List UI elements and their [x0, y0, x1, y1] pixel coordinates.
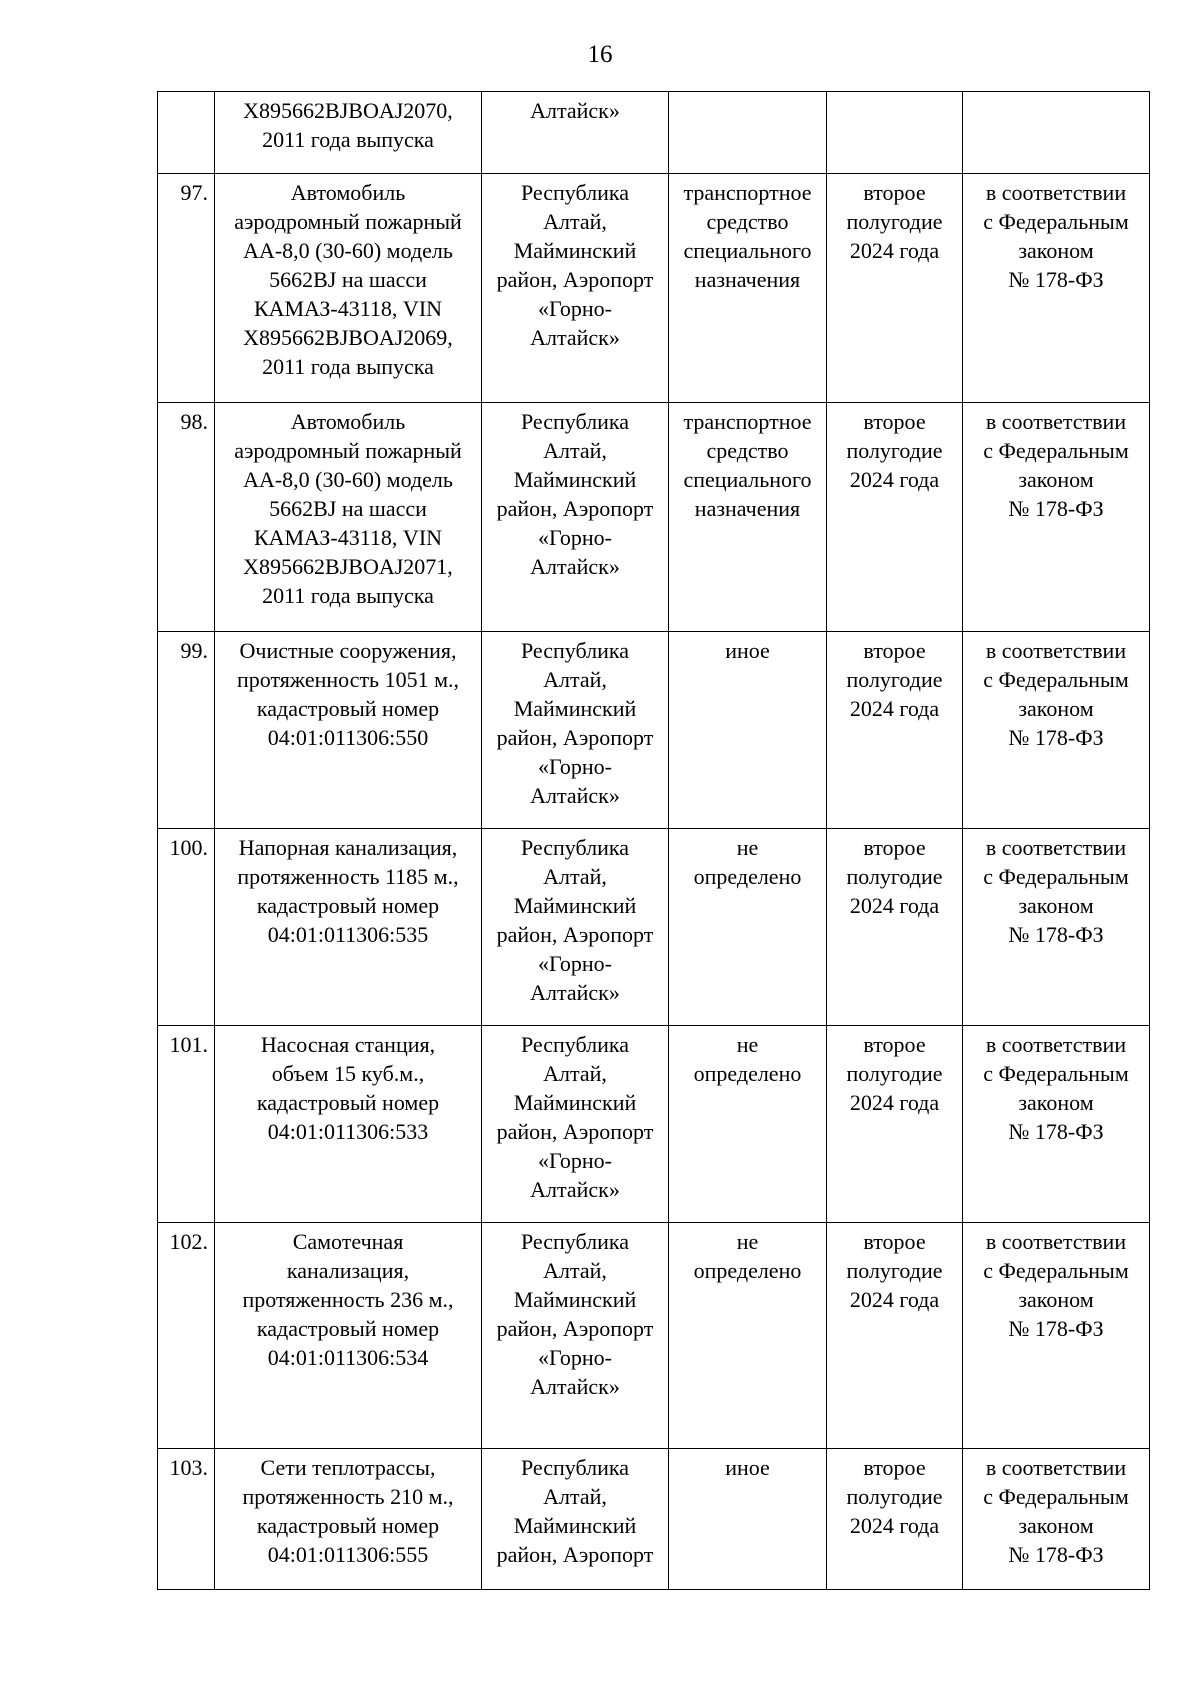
- table-row: [158, 174, 1150, 403]
- row-number-text: 99.: [180, 638, 208, 663]
- basis: в соответствии с Федеральным законом № 178-ФЗ: [983, 409, 1129, 521]
- property-name: Насосная станция, объем 15 куб.м., кадастровый номер 04:01:011306:533: [256, 1032, 440, 1144]
- table-row: [158, 829, 1150, 1026]
- location: Алтайск»: [530, 98, 620, 123]
- row-number: [158, 92, 215, 174]
- property-table: [157, 91, 1150, 1590]
- basis-cell: [963, 1223, 1150, 1449]
- row-number: [158, 174, 215, 403]
- table-row: [158, 632, 1150, 829]
- category-cell: [669, 1026, 827, 1223]
- row-number-text: 103.: [169, 1455, 208, 1480]
- location-cell: [482, 632, 669, 829]
- location: Республика Алтай, Майминский район, Аэропорт: [496, 1455, 654, 1567]
- basis: в соответствии с Федеральным законом № 178-ФЗ: [983, 1032, 1129, 1144]
- basis-cell: [963, 403, 1150, 632]
- property-name: X895662BJBOAJ2070, 2011 года выпуска: [243, 98, 453, 152]
- term-cell: [827, 403, 963, 632]
- property-name: Сети теплотрассы, протяженность 210 м., кадастровый номер 04:01:011306:555: [242, 1455, 454, 1567]
- location: Республика Алтай, Майминский район, Аэропорт «Горно- Алтайск»: [496, 180, 654, 350]
- property-name: Автомобиль аэродромный пожарный АА-8,0 (30-60) модель 5662BJ на шасси КАМАЗ-43118, VIN X895662BJBOAJ2071, 2011 года выпуска: [234, 409, 462, 608]
- property-name: Напорная канализация, протяженность 1185 м., кадастровый номер 04:01:011306:535: [237, 835, 459, 947]
- term: второе полугодие 2024 года: [846, 1229, 943, 1312]
- location-cell: [482, 1449, 669, 1590]
- row-number-text: 101.: [169, 1032, 208, 1057]
- location-cell: [482, 92, 669, 174]
- basis-cell: [963, 92, 1150, 174]
- property-name-cell: [215, 829, 482, 1026]
- row-number-text: 98.: [180, 409, 208, 434]
- location-cell: [482, 403, 669, 632]
- property-name-cell: [215, 632, 482, 829]
- basis-cell: [963, 1026, 1150, 1223]
- category-cell: [669, 403, 827, 632]
- term-cell: [827, 1449, 963, 1590]
- term: второе полугодие 2024 года: [846, 409, 943, 492]
- location: Республика Алтай, Майминский район, Аэропорт «Горно- Алтайск»: [496, 835, 654, 1005]
- term: второе полугодие 2024 года: [846, 835, 943, 918]
- category-cell: [669, 1449, 827, 1590]
- category: не определено: [693, 1229, 802, 1283]
- basis-cell: [963, 829, 1150, 1026]
- location-cell: [482, 1026, 669, 1223]
- row-number-text: 100.: [169, 835, 208, 860]
- category: транспортное средство специального назначения: [683, 180, 812, 292]
- category-cell: [669, 632, 827, 829]
- location-cell: [482, 829, 669, 1026]
- row-number: [158, 1223, 215, 1449]
- table-row: [158, 92, 1150, 174]
- term-cell: [827, 1223, 963, 1449]
- basis: в соответствии с Федеральным законом № 178-ФЗ: [983, 180, 1129, 292]
- row-number: [158, 403, 215, 632]
- term-cell: [827, 1026, 963, 1223]
- table-row: [158, 1223, 1150, 1449]
- property-name: Самотечная канализация, протяженность 236 м., кадастровый номер 04:01:011306:534: [242, 1229, 454, 1370]
- property-name-cell: [215, 174, 482, 403]
- term-cell: [827, 632, 963, 829]
- property-name-cell: [215, 1223, 482, 1449]
- table-row: [158, 403, 1150, 632]
- location-cell: [482, 1223, 669, 1449]
- row-number: [158, 829, 215, 1026]
- term: второе полугодие 2024 года: [846, 1455, 943, 1538]
- category-cell: [669, 829, 827, 1026]
- property-name: Автомобиль аэродромный пожарный АА-8,0 (30-60) модель 5662BJ на шасси КАМАЗ-43118, VIN X895662BJBOAJ2069, 2011 года выпуска: [234, 180, 462, 379]
- category-cell: [669, 174, 827, 403]
- basis: в соответствии с Федеральным законом № 178-ФЗ: [983, 835, 1129, 947]
- row-number: [158, 1449, 215, 1590]
- category: не определено: [693, 835, 802, 889]
- location: Республика Алтай, Майминский район, Аэропорт «Горно- Алтайск»: [496, 1032, 654, 1202]
- term: второе полугодие 2024 года: [846, 638, 943, 721]
- table-body: [158, 92, 1150, 1590]
- category: не определено: [693, 1032, 802, 1086]
- term: второе полугодие 2024 года: [846, 180, 943, 263]
- location: Республика Алтай, Майминский район, Аэропорт «Горно- Алтайск»: [496, 1229, 654, 1399]
- basis-cell: [963, 1449, 1150, 1590]
- row-number-text: 97.: [180, 180, 208, 205]
- category-cell: [669, 92, 827, 174]
- basis: в соответствии с Федеральным законом № 178-ФЗ: [983, 1229, 1129, 1341]
- location: Республика Алтай, Майминский район, Аэропорт «Горно- Алтайск»: [496, 409, 654, 579]
- table-row: [158, 1449, 1150, 1590]
- location: Республика Алтай, Майминский район, Аэропорт «Горно- Алтайск»: [496, 638, 654, 808]
- property-name-cell: [215, 92, 482, 174]
- row-number: [158, 632, 215, 829]
- table-row: [158, 1026, 1150, 1223]
- basis-cell: [963, 632, 1150, 829]
- page-number: 16: [587, 41, 613, 68]
- term-cell: [827, 174, 963, 403]
- term: второе полугодие 2024 года: [846, 1032, 943, 1115]
- category: иное: [725, 638, 770, 663]
- category-cell: [669, 1223, 827, 1449]
- category: транспортное средство специального назначения: [683, 409, 812, 521]
- row-number-text: 102.: [169, 1229, 208, 1254]
- term-cell: [827, 829, 963, 1026]
- property-name-cell: [215, 403, 482, 632]
- row-number: [158, 1026, 215, 1223]
- property-name: Очистные сооружения, протяженность 1051 м., кадастровый номер 04:01:011306:550: [236, 638, 460, 750]
- category: иное: [725, 1455, 770, 1480]
- term-cell: [827, 92, 963, 174]
- property-name-cell: [215, 1449, 482, 1590]
- property-name-cell: [215, 1026, 482, 1223]
- location-cell: [482, 174, 669, 403]
- basis-cell: [963, 174, 1150, 403]
- basis: в соответствии с Федеральным законом № 178-ФЗ: [983, 638, 1129, 750]
- basis: в соответствии с Федеральным законом № 178-ФЗ: [983, 1455, 1129, 1567]
